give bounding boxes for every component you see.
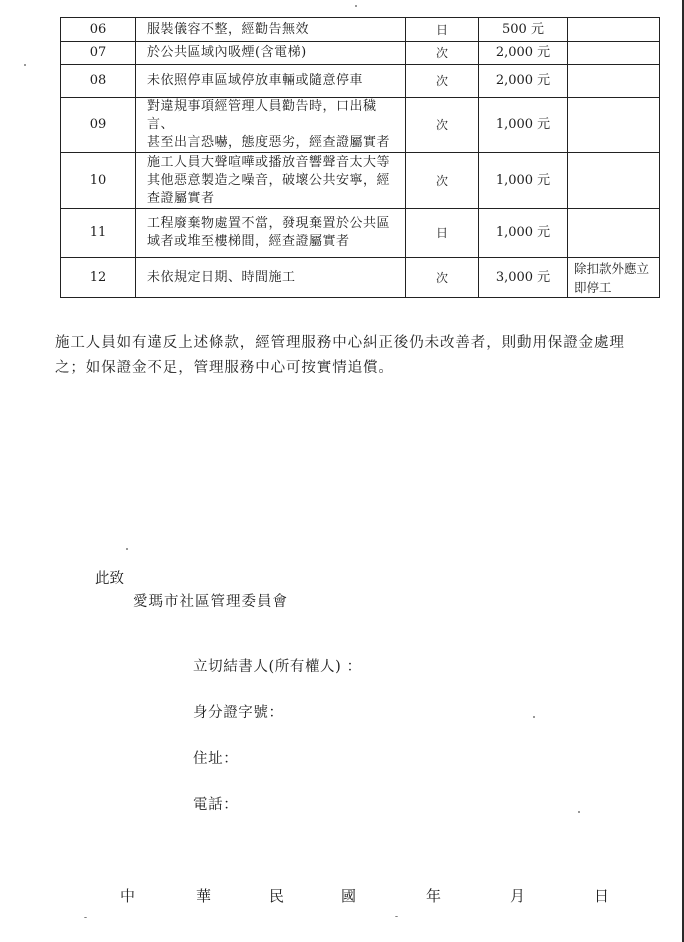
violation-description <box>136 18 406 42</box>
fine-unit: 次 <box>406 42 479 65</box>
description-line: 未依規定日期、時間施工 <box>147 269 296 285</box>
row-number: 12 <box>61 258 136 298</box>
description-line: 甚至出言恐嚇，態度惡劣，經查證屬實者 <box>147 135 391 150</box>
violation-description <box>136 153 406 209</box>
row-number: 10 <box>61 153 136 209</box>
table-row <box>61 18 660 42</box>
row-number: 07 <box>61 42 136 65</box>
remark <box>568 209 660 258</box>
fine-unit: 次 <box>406 98 479 153</box>
description-line: 查證屬實者 <box>147 190 215 206</box>
fine-unit: 次 <box>406 153 479 209</box>
signer-field-label: 立切結書人(所有權人) ： <box>193 659 362 675</box>
violation-description <box>136 209 406 258</box>
description-line: 工程廢棄物處置不當，發現棄置於公共區 <box>147 216 391 231</box>
violation-description <box>136 98 406 153</box>
fine-amount: 1,000 元 <box>479 98 568 153</box>
paragraph-line: 施工人員如有違反上述條款，經管理服務中心糾正後仍未改善者，則動用保證金處理 <box>55 335 625 351</box>
remark-line: 除扣款外應立 <box>574 260 650 276</box>
violation-description <box>136 258 406 298</box>
scan-speck <box>355 5 357 7</box>
phone-field-label: 電話： <box>193 797 239 813</box>
scan-speck <box>533 716 535 718</box>
row-number: 08 <box>61 65 136 98</box>
remark <box>568 258 660 298</box>
description-line: 未依照停車區域停放車輛或隨意停車 <box>147 73 364 88</box>
table-row <box>61 42 660 65</box>
fine-amount: 1,000 元 <box>479 209 568 258</box>
penalty-table <box>60 17 660 298</box>
id-number-field-label: 身分證字號： <box>193 705 284 721</box>
description-line: 於公共區域內吸煙(含電梯) <box>147 45 307 60</box>
table-row <box>61 65 660 98</box>
fine-unit: 次 <box>406 65 479 98</box>
row-number: 09 <box>61 98 136 153</box>
table-row <box>61 258 660 298</box>
scan-speck <box>126 548 128 550</box>
date-char-guo: 國 <box>341 887 357 905</box>
fine-amount: 500 元 <box>479 18 568 42</box>
description-line: 其他惡意製造之噪音，破壞公共安寧，經 <box>147 172 391 188</box>
table-row <box>61 209 660 258</box>
description-line: 施工人員大聲喧嘩或播放音響聲音太大等 <box>147 154 391 170</box>
date-char-hua: 華 <box>196 887 212 905</box>
date-char-year: 年 <box>426 887 442 905</box>
remark <box>568 42 660 65</box>
description-line: 對違規事項經管理人員勸告時，口出穢言、 <box>147 99 377 132</box>
row-number: 11 <box>61 209 136 258</box>
violation-description <box>136 42 406 65</box>
violation-description <box>136 65 406 98</box>
scan-speck <box>395 916 398 917</box>
scan-speck <box>24 64 26 66</box>
description-line: 服裝儀容不整，經勸告無效 <box>147 21 310 37</box>
fine-amount: 3,000 元 <box>479 258 568 298</box>
remark <box>568 65 660 98</box>
fine-amount: 2,000 元 <box>479 65 568 98</box>
row-number: 06 <box>61 18 136 42</box>
fine-unit: 日 <box>406 18 479 42</box>
description-line: 域者或堆至樓梯間，經查證屬實者 <box>147 234 350 249</box>
scan-speck <box>84 917 87 918</box>
violation-handling-paragraph <box>55 331 665 381</box>
date-char-min: 民 <box>269 887 285 905</box>
table-row <box>61 98 660 153</box>
date-char-month: 月 <box>510 887 526 905</box>
date-char-zhong: 中 <box>120 887 136 905</box>
address-field-label: 住址： <box>193 751 239 767</box>
fine-unit: 次 <box>406 258 479 298</box>
date-char-day: 日 <box>594 887 610 905</box>
fine-unit: 日 <box>406 209 479 258</box>
remark <box>568 98 660 153</box>
remark-line: 即停工 <box>574 279 612 295</box>
fine-amount: 2,000 元 <box>479 42 568 65</box>
fine-amount: 1,000 元 <box>479 153 568 209</box>
table-row <box>61 153 660 209</box>
paragraph-line: 之；如保證金不足，管理服務中心可按實情追償。 <box>55 360 394 376</box>
remark <box>568 153 660 209</box>
remark <box>568 18 660 42</box>
recipient-organization: 愛瑪市社區管理委員會 <box>133 594 288 610</box>
scan-speck <box>578 811 580 813</box>
closing-salutation: 此致 <box>95 571 124 587</box>
